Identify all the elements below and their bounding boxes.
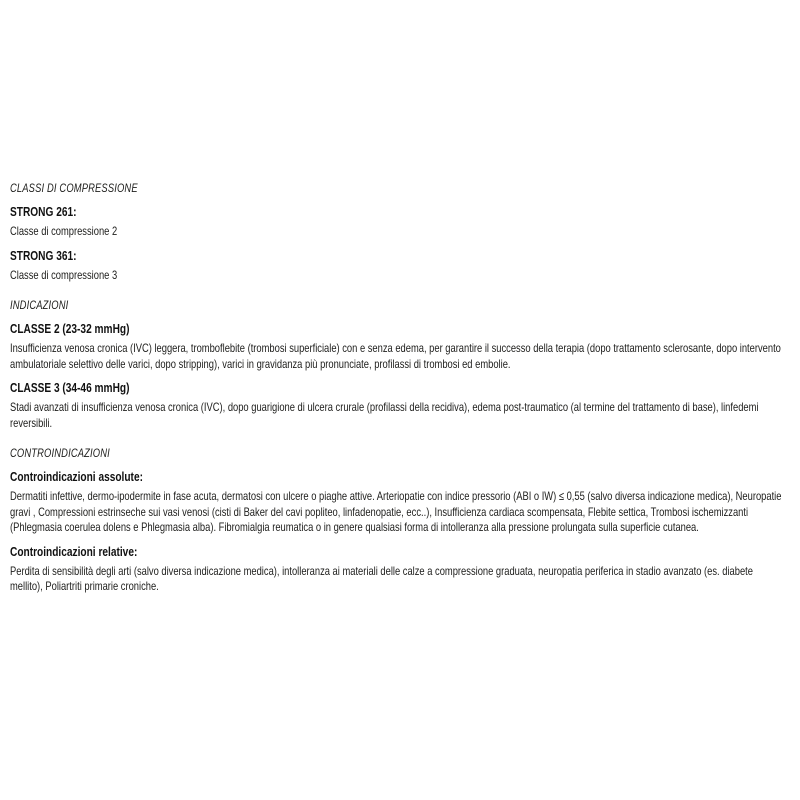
section-classi-di-compressione	[10, 181, 784, 283]
item-label-controindicazioni-relative: Controindicazioni relative:	[10, 543, 138, 559]
item-text-classe-3: Stadi avanzati di insufficienza venosa cronica (IVC), dopo guarigione di ulcera crurale (profilassi della recidiva), edema post-traumatico (al termine del trattamento di base), linfedemi reversibili.	[10, 400, 759, 430]
item-controindicazioni-assolute	[10, 469, 784, 536]
section-header-controindicazioni: CONTROINDICAZIONI	[10, 446, 110, 460]
page-content	[10, 181, 784, 610]
item-label-strong-361: STRONG 361:	[10, 247, 77, 263]
item-strong-261	[10, 204, 784, 240]
item-label-classe-2: CLASSE 2 (23-32 mmHg)	[10, 321, 130, 336]
item-text-controindicazioni-assolute: Dermatiti infettive, dermo-ipodermite in fase acuta, dermatosi con ulcere o piaghe attive. Arteriopatie con indice pressorio (ABI o IW) ≤ 0,55 (salvo diversa indicazione medica), Neuropatie gravi , Compressioni estrinseche sui vasi venosi (cisti di Baker del cavi popliteo, linfadenopatie, ecc..), Insufficienza cardiaca scompensata, Flebite settica, Trombosi ischemizzanti (Phlegmasia coerulea dolens e Phlegmasia alba). Fibromialgia reumatica o in genere qualsiasi forma di intolleranza alla pressione prolungata sulla superficie cutanea.	[10, 489, 782, 534]
item-label-classe-3: CLASSE 3 (34-46 mmHg)	[10, 380, 130, 395]
item-label-strong-261: STRONG 261:	[10, 204, 77, 219]
item-label-controindicazioni-assolute: Controindicazioni assolute:	[10, 469, 143, 484]
item-classe-3	[10, 380, 784, 431]
item-text-controindicazioni-relative: Perdita di sensibilità degli arti (salvo diversa indicazione medica), intolleranza ai materiali delle calze a compressione graduata, neuropatia periferica in stadio avanzato (es. diabete mellito), Poliartriti primarie croniche.	[10, 563, 753, 593]
item-classe-2	[10, 321, 784, 372]
section-header-indicazioni: INDICAZIONI	[10, 298, 69, 312]
section-controindicazioni	[10, 446, 784, 595]
item-text-classe-2: Insufficienza venosa cronica (IVC) leggera, tromboflebite (trombosi superficiale) con e senza edema, per garantire il successo della terapia (dopo trattamento sclerosante, dopo intervento ambulatoriale selettivo delle varici, dopo stripping), varici in gravidanza più pronunciate, profilassi di trombosi ed embolie.	[10, 341, 781, 371]
item-text-strong-261: Classe di compressione 2	[10, 224, 118, 238]
item-controindicazioni-relative	[10, 544, 784, 595]
item-text-strong-361: Classe di compressione 3	[10, 267, 118, 282]
section-indicazioni	[10, 298, 784, 431]
section-header-classi-di-compressione: CLASSI DI COMPRESSIONE	[10, 181, 138, 195]
item-strong-361	[10, 248, 784, 284]
